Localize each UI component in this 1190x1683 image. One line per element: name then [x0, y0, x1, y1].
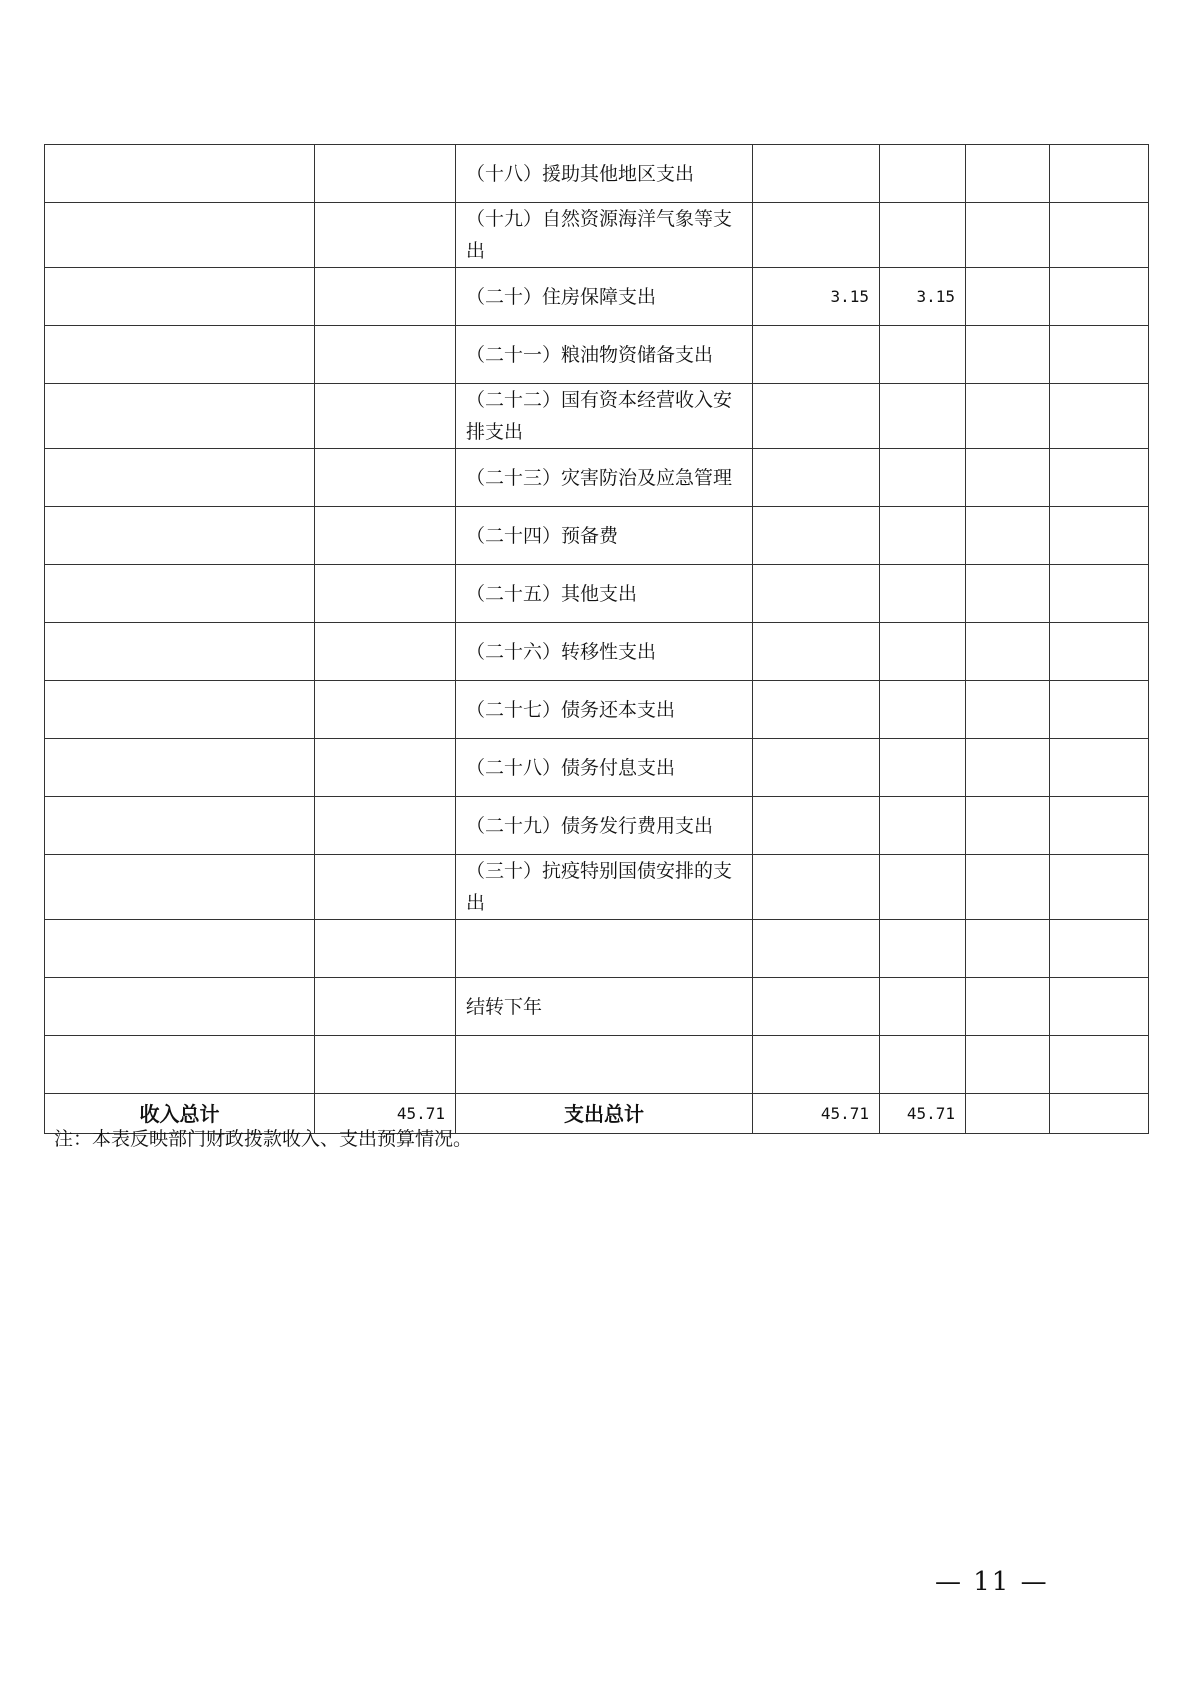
page-number: — 11 —: [935, 1567, 1049, 1597]
table-row: [45, 978, 1149, 1036]
expense-fund-cell: [966, 507, 1050, 565]
expense-state-capital-cell: [1050, 1036, 1149, 1094]
expense-fund-cell: [966, 681, 1050, 739]
income-value-cell: [315, 507, 456, 565]
table-row: [45, 384, 1149, 449]
table-row: [45, 565, 1149, 623]
income-item-cell: [45, 920, 315, 978]
expense-state-capital-cell: [1050, 565, 1149, 623]
income-item-cell: [45, 384, 315, 449]
expense-fund-cell: [966, 623, 1050, 681]
expense-state-capital-cell: [1050, 920, 1149, 978]
income-item-cell: [45, 623, 315, 681]
expense-state-capital-cell: [1050, 203, 1149, 268]
expense-fund-cell: [966, 1036, 1050, 1094]
income-item-cell: [45, 449, 315, 507]
expense-total-cell: [753, 449, 880, 507]
income-item-cell: [45, 268, 315, 326]
expense-total-cell: [753, 326, 880, 384]
expense-fund-cell: [966, 326, 1050, 384]
income-value-cell: [315, 623, 456, 681]
expense-state-capital-cell: [1050, 449, 1149, 507]
expense-total-cell: [753, 145, 880, 203]
table-row: [45, 1036, 1149, 1094]
expense-general-cell: [880, 449, 966, 507]
expense-item-cell: （二十二）国有资本经营收入安排支出: [456, 384, 753, 449]
expense-fund-cell: [966, 203, 1050, 268]
table-row: [45, 855, 1149, 920]
expense-fund-total-value: [966, 1094, 1050, 1134]
expense-state-capital-cell: [1050, 268, 1149, 326]
expense-total-cell: [753, 797, 880, 855]
expense-state-capital-cell: [1050, 739, 1149, 797]
income-item-cell: [45, 145, 315, 203]
expense-fund-cell: [966, 978, 1050, 1036]
income-value-cell: [315, 978, 456, 1036]
expense-general-cell: [880, 797, 966, 855]
expense-general-cell: [880, 507, 966, 565]
expense-total-cell: [753, 739, 880, 797]
table-row: [45, 681, 1149, 739]
expense-total-cell: 3.15: [753, 268, 880, 326]
income-value-cell: [315, 565, 456, 623]
expense-fund-cell: [966, 384, 1050, 449]
expense-total-cell: [753, 1036, 880, 1094]
expense-total-cell: [753, 681, 880, 739]
expense-item-cell: [456, 1036, 753, 1094]
expense-item-cell: （二十一）粮油物资储备支出: [456, 326, 753, 384]
income-value-cell: [315, 920, 456, 978]
expense-general-cell: [880, 203, 966, 268]
expense-general-cell: [880, 145, 966, 203]
expense-total-cell: [753, 384, 880, 449]
table-row: [45, 449, 1149, 507]
expense-state-capital-cell: [1050, 384, 1149, 449]
expense-total-cell: [753, 978, 880, 1036]
expense-general-cell: [880, 978, 966, 1036]
budget-table: [44, 144, 1149, 1134]
table-row: [45, 797, 1149, 855]
table-row: [45, 268, 1149, 326]
expense-state-capital-cell: [1050, 507, 1149, 565]
table-row: [45, 739, 1149, 797]
income-value-cell: [315, 739, 456, 797]
income-value-cell: [315, 1036, 456, 1094]
income-item-cell: [45, 507, 315, 565]
income-value-cell: [315, 855, 456, 920]
expense-item-cell: 结转下年: [456, 978, 753, 1036]
expense-general-cell: [880, 623, 966, 681]
income-value-cell: [315, 384, 456, 449]
expense-general-cell: 3.15: [880, 268, 966, 326]
expense-fund-cell: [966, 739, 1050, 797]
expense-fund-cell: [966, 449, 1050, 507]
expense-total-cell: [753, 920, 880, 978]
income-total-label: 收入总计: [45, 1094, 315, 1134]
expense-item-cell: （二十三）灾害防治及应急管理: [456, 449, 753, 507]
income-item-cell: [45, 978, 315, 1036]
table-note: 注：本表反映部门财政拨款收入、支出预算情况。: [54, 1128, 473, 1150]
expense-item-cell: [456, 920, 753, 978]
income-item-cell: [45, 739, 315, 797]
expense-total-cell: [753, 565, 880, 623]
expense-item-cell: （二十）住房保障支出: [456, 268, 753, 326]
expense-state-capital-cell: [1050, 623, 1149, 681]
expense-item-cell: （二十四）预备费: [456, 507, 753, 565]
income-value-cell: [315, 268, 456, 326]
expense-fund-cell: [966, 797, 1050, 855]
expense-total-cell: [753, 855, 880, 920]
expense-fund-cell: [966, 565, 1050, 623]
expense-state-capital-cell: [1050, 145, 1149, 203]
income-value-cell: [315, 797, 456, 855]
income-value-cell: [315, 203, 456, 268]
expense-item-cell: （二十七）债务还本支出: [456, 681, 753, 739]
expense-general-cell: [880, 1036, 966, 1094]
income-item-cell: [45, 565, 315, 623]
expense-general-cell: [880, 920, 966, 978]
income-value-cell: [315, 681, 456, 739]
table-row: [45, 920, 1149, 978]
expense-item-cell: （十八）援助其他地区支出: [456, 145, 753, 203]
expense-fund-cell: [966, 145, 1050, 203]
expense-total-cell: [753, 507, 880, 565]
expense-state-capital-total-value: [1050, 1094, 1149, 1134]
table-row: [45, 145, 1149, 203]
expense-total-label: 支出总计: [456, 1094, 753, 1134]
expense-item-cell: （二十五）其他支出: [456, 565, 753, 623]
income-item-cell: [45, 326, 315, 384]
expense-total-cell: [753, 203, 880, 268]
expense-state-capital-cell: [1050, 978, 1149, 1036]
expense-state-capital-cell: [1050, 797, 1149, 855]
table-row: [45, 507, 1149, 565]
table-row: [45, 326, 1149, 384]
income-item-cell: [45, 797, 315, 855]
expense-item-cell: （二十九）债务发行费用支出: [456, 797, 753, 855]
expense-general-total-value: 45.71: [880, 1094, 966, 1134]
expense-state-capital-cell: [1050, 681, 1149, 739]
expense-total-value: 45.71: [753, 1094, 880, 1134]
income-item-cell: [45, 855, 315, 920]
expense-state-capital-cell: [1050, 855, 1149, 920]
income-value-cell: [315, 449, 456, 507]
expense-item-cell: （十九）自然资源海洋气象等支出: [456, 203, 753, 268]
income-total-value: 45.71: [315, 1094, 456, 1134]
income-value-cell: [315, 326, 456, 384]
table-row: [45, 623, 1149, 681]
income-item-cell: [45, 203, 315, 268]
income-value-cell: [315, 145, 456, 203]
expense-item-cell: （二十八）债务付息支出: [456, 739, 753, 797]
income-item-cell: [45, 1036, 315, 1094]
income-item-cell: [45, 681, 315, 739]
table-row: [45, 203, 1149, 268]
expense-general-cell: [880, 326, 966, 384]
expense-fund-cell: [966, 920, 1050, 978]
expense-general-cell: [880, 681, 966, 739]
expense-fund-cell: [966, 855, 1050, 920]
expense-general-cell: [880, 739, 966, 797]
expense-general-cell: [880, 855, 966, 920]
expense-fund-cell: [966, 268, 1050, 326]
expense-general-cell: [880, 565, 966, 623]
expense-general-cell: [880, 384, 966, 449]
expense-item-cell: （三十）抗疫特别国债安排的支出: [456, 855, 753, 920]
expense-total-cell: [753, 623, 880, 681]
expense-item-cell: （二十六）转移性支出: [456, 623, 753, 681]
expense-state-capital-cell: [1050, 326, 1149, 384]
